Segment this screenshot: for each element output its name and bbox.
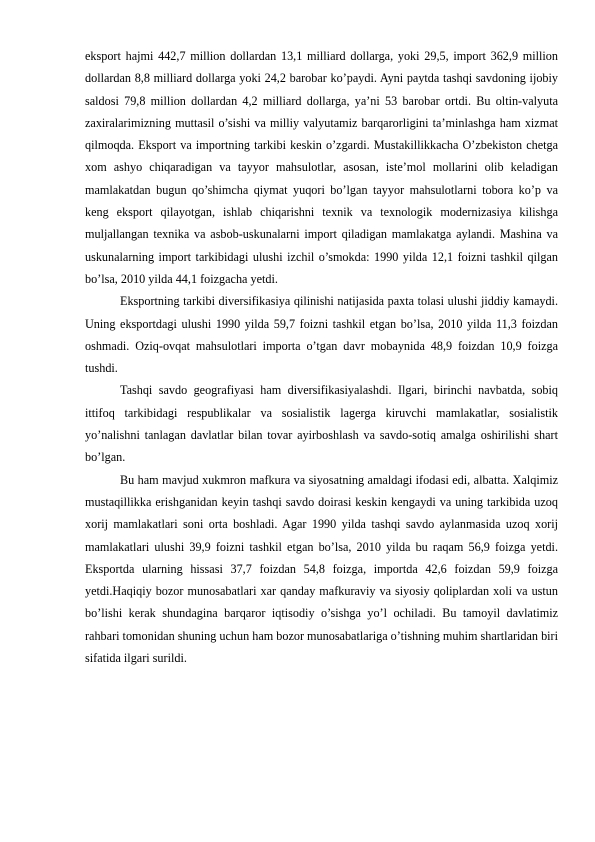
paragraph-market-relations: Bu ham mavjud xukmron mafkura va siyosatning amaldagi ifodasi edi, albatta. Xalqimiz mustaqillikka erishganidan keyin tashqi savdo doirasi keskin kengaydi va uning tarkibida uzoq xorij mamlakatlari soni orta boshladi. Agar 1990 yilda tashqi savdo aylanmasida uzoq xorij mamlakatlari ulushi 39,9 foizni tashkil etgan bo’lsa, 2010 yilda bu raqam 56,9 foizga yetdi. Eksportda ularning hissasi 37,7 foizdan 54,8 foizga, importda 42,6 foizdan 59,9 foizga yetdi.Haqiqiy bozor munosabatlari xar qanday mafkuraviy va siyosiy qoliplardan xoli va ustun bo’lishi kerak shundagina barqaror iqtisodiy o’sishga yo’l ochiladi. Bu tamoyil davlatimiz rahbari tomonidan shuning uchun ham bozor munosabatlariga o’tishning muhim shartlaridan biri sifatida ilgari surildi. (85, 472, 558, 666)
paragraph-trade-geography: Tashqi savdo geografiyasi ham diversifikasiyalashdi. Ilgari, birinchi navbatda, sobiq ittifoq tarkibidagi respublikalar va sosialistik lagerga kiruvchi mamlakatlar, sosialistik yo’nalishni tanlagan davlatlar bilan tovar ayirboshlash va savdo-sotiq amalga oshirilishi shart bo’lgan. (85, 383, 558, 465)
document-page (85, 45, 558, 669)
paragraph-export-diversification: Eksportning tarkibi diversifikasiya qilinishi natijasida paxta tolasi ulushi jiddiy kamaydi. Uning eksportdagi ulushi 1990 yilda 59,7 foizni tashkil etgan bo’lsa, 2010 yilda 11,3 foizdan oshmadi. Oziq-ovqat mahsulotlari importa o’tgan davr mobaynida 48,9 foizdan 10,9 foizga tushdi. (85, 294, 558, 376)
paragraph-export-import-growth: eksport hajmi 442,7 million dollardan 13,1 milliard dollarga, yoki 29,5, import 362,9 million dollardan 8,8 milliard dollarga yoki 24,2 barobar ko’paydi. Ayni paytda tashqi savdoning ijobiy saldosi 79,8 million dollardan 4,2 milliard dollarga, ya’ni 53 barobar ortdi. Bu oltin-valyuta zaxiralarimizning muttasil o’sishi va milliy valyutamiz barqarorligini ta’minlashga ham xizmat qilmoqda. Eksport va importning tarkibi keskin o’zgardi. Mustakillikkacha O’zbekiston chetga xom ashyo chiqaradigan va tayyor mahsulotlar, asosan, iste’mol mollarini olib keladigan mamlakatdan bugun qo’shimcha qiymat yuqori bo’lgan tayyor mahsulotlarni tobora ko’p va keng eksport qilayotgan, ishlab chiqarishni texnik va texnologik modernizasiya kilishga muljallangan texnika va asbob-uskunalarni import qiladigan mamlakatga aylandi. Mashina va uskunalarning import tarkibidagi ulushi izchil o’smokda: 1990 yilda 12,1 foizni tashkil qilgan bo’lsa, 2010 yilda 44,1 foizgacha yetdi. (85, 49, 558, 286)
